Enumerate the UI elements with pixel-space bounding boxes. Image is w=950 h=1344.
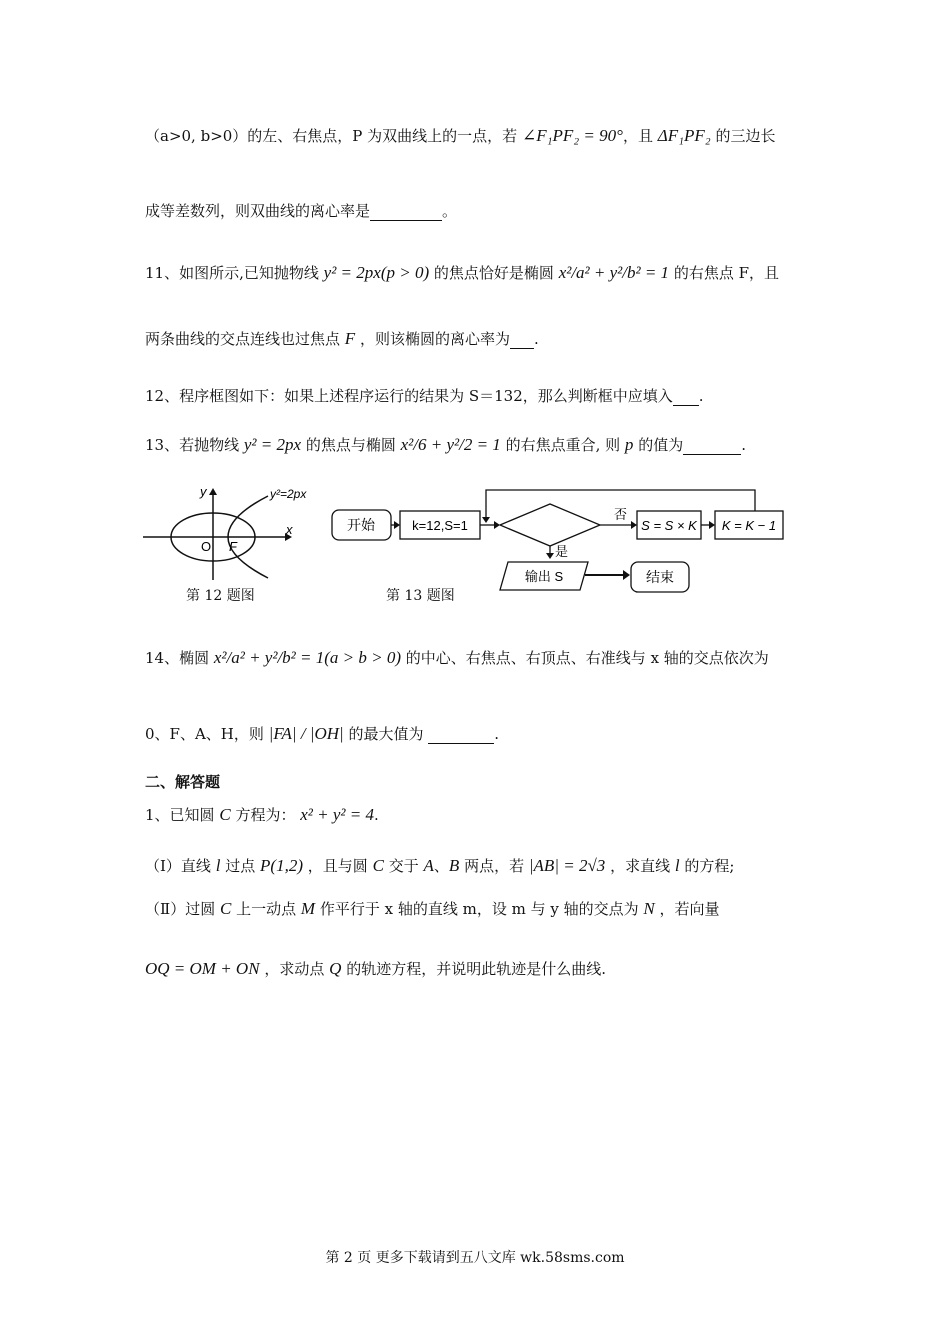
flow-init-label: k=12,S=1 [412, 518, 468, 533]
p1b-text-5: ，求动点 [264, 960, 325, 978]
q12-end: . [698, 387, 704, 405]
q10-line1 [145, 125, 776, 146]
p1b-text-6: 的轨迹方程，并说明此轨迹是什么曲线. [346, 960, 606, 978]
q10-triangle-formula: ΔF₁PF₂ [657, 126, 711, 145]
x-axis-label: x [286, 522, 293, 537]
p1a-point-b: B [448, 856, 460, 875]
p1a-text-7: ，求直线 [610, 857, 671, 875]
q14-line2 [145, 723, 499, 744]
p1a-line-l-2: l [674, 856, 680, 875]
figure-13-flowchart [326, 482, 788, 600]
arrow-icon [394, 521, 400, 529]
flow-no-label: 否 [614, 507, 628, 522]
q11-text-4: 两条曲线的交点连线也过焦点 [145, 330, 341, 348]
section-heading: 二、解答题 [145, 773, 221, 791]
q11-line1 [145, 262, 779, 283]
figure-12-caption: 第 12 题图 [186, 588, 255, 604]
flow-output-label: 输出 S [524, 569, 564, 584]
q12-answer-blank [673, 387, 699, 406]
arrow-icon [546, 553, 554, 559]
q13-ellipse-formula: x²/6 + y²/2 = 1 [400, 435, 501, 454]
q14-text-1: 14、椭圆 [145, 649, 210, 667]
p1a-text-1: （Ⅰ）直线 [145, 857, 211, 875]
q13-p: p [624, 435, 634, 454]
q11-ellipse-formula: x²/a² + y²/b² = 1 [558, 263, 670, 282]
figure-12-parabola-ellipse [140, 482, 320, 582]
q10-text-4: 成等差数列，则双曲线的离心率是 [145, 202, 371, 220]
p1-text-2: 方程为： [235, 806, 296, 824]
q13-text-4: 的值为 [638, 436, 684, 454]
q14-ellipse-formula: x²/a² + y²/b² = 1(a > b > 0) [213, 648, 402, 667]
q13-parabola-formula: y² = 2px [243, 435, 302, 454]
q11-line2 [145, 328, 539, 349]
p1a-text-8: 的方程; [684, 857, 735, 875]
p1b-circle-c: C [219, 899, 232, 918]
q11-number: 11、 [145, 264, 180, 282]
q14-text-4: 的最大值为 [348, 725, 424, 743]
q13-answer-blank [683, 436, 741, 455]
q11-end: . [533, 330, 539, 348]
q10-answer-blank [370, 202, 442, 221]
q10-text-2: ，且 [622, 127, 653, 145]
problem1-part2-line2 [145, 958, 606, 979]
q14-line1 [145, 647, 769, 668]
q13-line [145, 434, 746, 455]
q14-end: . [494, 725, 500, 743]
problem1-part2-line1 [145, 898, 720, 919]
q13-text-2: 的焦点与椭圆 [305, 436, 396, 454]
page-footer: 第 2 页 更多下载请到五八文库 wk.58sms.com [325, 1250, 625, 1266]
p1a-ab-length: |AB| = 2√3 [528, 856, 606, 875]
p1a-text-5: 、 [433, 857, 449, 875]
q11-parabola-formula: y² = 2px(p > 0) [323, 263, 430, 282]
p1-circle-c: C [219, 805, 231, 824]
q14-ratio-formula: |FA| / |OH| [268, 724, 344, 743]
arrow-icon [631, 521, 637, 529]
p1a-text-6: 两点，若 [464, 857, 525, 875]
arrow-icon [623, 570, 630, 580]
p1-end: . [373, 806, 379, 824]
p1a-text-4: 交于 [388, 857, 419, 875]
p1b-text-4: ，若向量 [659, 900, 720, 918]
q10-line2 [145, 200, 457, 221]
p1a-circle-c: C [372, 856, 384, 875]
q13-end: . [741, 436, 746, 454]
q11-text-1: 如图所示,已知抛物线 [179, 264, 319, 282]
y-axis-arrow-icon [209, 488, 217, 495]
y-axis-label: y [200, 484, 207, 499]
flow-decrement-label: K = K − 1 [721, 518, 777, 533]
origin-label: O [201, 539, 212, 554]
q10-angle-formula: ∠F₁PF₂ = 90° [521, 126, 623, 145]
p1b-vector-equation: OQ = OM + ON [145, 959, 260, 978]
q11-text-3: 的右焦点 F，且 [673, 264, 780, 282]
p1b-text-1: （Ⅱ）过圆 [145, 900, 216, 918]
q10-end: 。 [442, 202, 458, 220]
p1a-point-a: A [423, 856, 434, 875]
p1b-point-q: Q [329, 959, 342, 978]
flow-yes-label: 是 [555, 544, 569, 559]
flow-start-label: 开始 [347, 517, 375, 533]
q11-focus-f: F [344, 329, 356, 348]
focus-label: F [229, 539, 237, 554]
p1b-point-n: N [643, 899, 655, 918]
flow-decision-diamond [500, 504, 600, 546]
p1a-text-2: 过点 [225, 857, 256, 875]
q13-text-3: 的右焦点重合, 则 [505, 436, 621, 454]
p1b-text-2: 上一动点 [236, 900, 297, 918]
arrow-icon [482, 517, 490, 523]
p1b-text-3: 作平行于 x 轴的直线 m，设 m 与 y 轴的交点为 [319, 900, 639, 918]
q10-text-3: 的三边长 [715, 127, 776, 145]
q11-answer-blank [510, 330, 534, 349]
problem1-line [145, 804, 379, 825]
q11-text-5: ，则该椭圆的离心率为 [359, 330, 510, 348]
parabola-label: y²=2px [270, 487, 307, 501]
p1b-point-m: M [300, 899, 316, 918]
arrow-icon [709, 521, 715, 529]
q12-text: 12、程序框图如下：如果上述程序运行的结果为 S＝132，那么判断框中应填入 [145, 387, 673, 405]
q14-text-3: 0、F、A、H，则 [145, 725, 264, 743]
p1a-text-3: ，且与圆 [307, 857, 368, 875]
figure-13-caption: 第 13 题图 [386, 588, 455, 604]
q10-text-1: （a>0, b>0）的左、右焦点，P 为双曲线上的一点，若 [145, 127, 518, 145]
q14-text-2: 的中心、右焦点、右顶点、右准线与 x 轴的交点依次为 [405, 649, 769, 667]
q14-answer-blank [428, 725, 494, 744]
flow-multiply-label: S = S × K [641, 518, 697, 533]
p1-circle-equation: x² + y² = 4 [300, 805, 374, 824]
p1a-line-l: l [215, 856, 221, 875]
q13-text-1: 13、若抛物线 [145, 436, 240, 454]
problem1-part1-line [145, 855, 734, 876]
q12-line [145, 385, 704, 406]
flow-end-label: 结束 [646, 569, 674, 585]
q11-text-2: 的焦点恰好是椭圆 [433, 264, 554, 282]
p1a-point-p: P(1,2) [260, 856, 303, 875]
p1-text-1: 1、已知圆 [145, 806, 215, 824]
